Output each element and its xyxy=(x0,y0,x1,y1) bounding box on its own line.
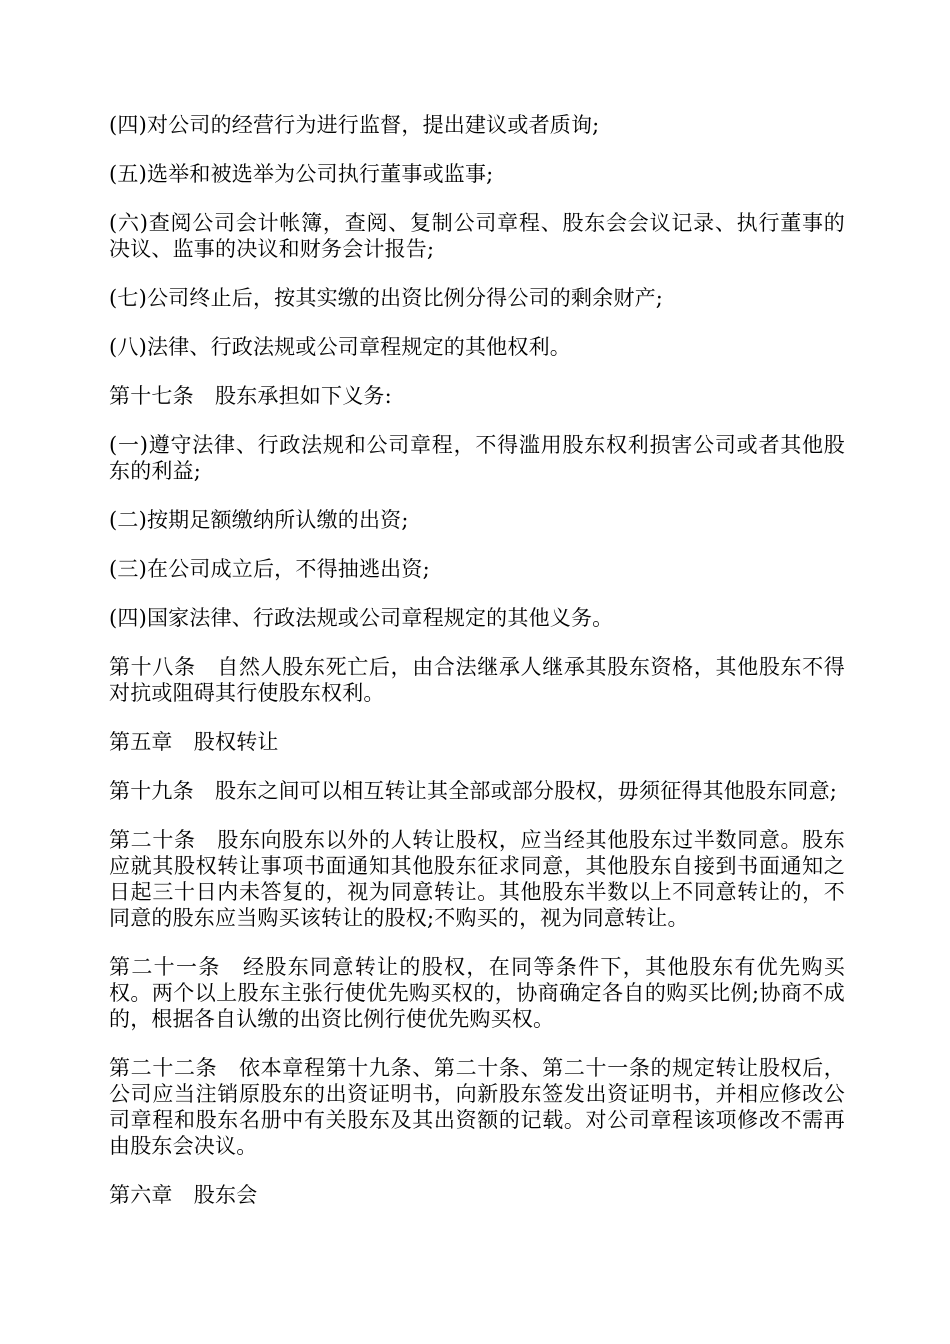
clause-shareholder-right-7: (七)公司终止后，按其实缴的出资比例分得公司的剩余财产; xyxy=(109,286,664,310)
document-page xyxy=(109,112,845,1208)
clause-shareholder-right-5: (五)选举和被选举为公司执行董事或监事; xyxy=(109,162,494,186)
clause-shareholder-duty-1: (一)遵守法律、行政法规和公司章程，不得滥用股东权利损害公司或者其他股东的利益; xyxy=(109,433,845,483)
clause-shareholder-duty-3: (三)在公司成立后，不得抽逃出资; xyxy=(109,557,430,581)
article-22: 第二十二条 依本章程第十九条、第二十条、第二十一条的规定转让股权后，公司应当注销原股东的出资证明书，向新股东签发出资证明书，并相应修改公司章程和股东名册中有关股东及其出资额的记载。对公司章程该项修改不需再由股东会决议。 xyxy=(109,1056,845,1158)
article-17-heading: 第十七条 股东承担如下义务: xyxy=(109,384,392,408)
clause-shareholder-duty-4: (四)国家法律、行政法规或公司章程规定的其他义务。 xyxy=(109,606,614,630)
clause-shareholder-right-4: (四)对公司的经营行为进行监督，提出建议或者质询; xyxy=(109,113,600,137)
article-20: 第二十条 股东向股东以外的人转让股权，应当经其他股东过半数同意。股东应就其股权转让事项书面通知其他股东征求同意，其他股东自接到书面通知之日起三十日内未答复的，视为同意转让。其他股东半数以上不同意转让的，不同意的股东应当购买该转让的股权;不购买的，视为同意转让。 xyxy=(109,828,845,930)
clause-shareholder-right-6: (六)查阅公司会计帐簿，查阅、复制公司章程、股东会会议记录、执行董事的决议、监事的决议和财务会计报告; xyxy=(109,211,845,261)
clause-shareholder-duty-2: (二)按期足额缴纳所认缴的出资; xyxy=(109,508,409,532)
clause-shareholder-right-8: (八)法律、行政法规或公司章程规定的其他权利。 xyxy=(109,335,571,359)
article-19: 第十九条 股东之间可以相互转让其全部或部分股权，毋须征得其他股东同意; xyxy=(109,779,838,803)
chapter-5-heading: 第五章 股权转让 xyxy=(109,730,279,754)
article-21: 第二十一条 经股东同意转让的股权，在同等条件下，其他股东有优先购买权。两个以上股东主张行使优先购买权的，协商确定各自的购买比例;协商不成的，根据各自认缴的出资比例行使优先购买权。 xyxy=(109,955,845,1031)
chapter-6-heading: 第六章 股东会 xyxy=(109,1183,258,1207)
article-18: 第十八条 自然人股东死亡后，由合法继承人继承其股东资格，其他股东不得对抗或阻碍其行使股东权利。 xyxy=(109,655,845,705)
